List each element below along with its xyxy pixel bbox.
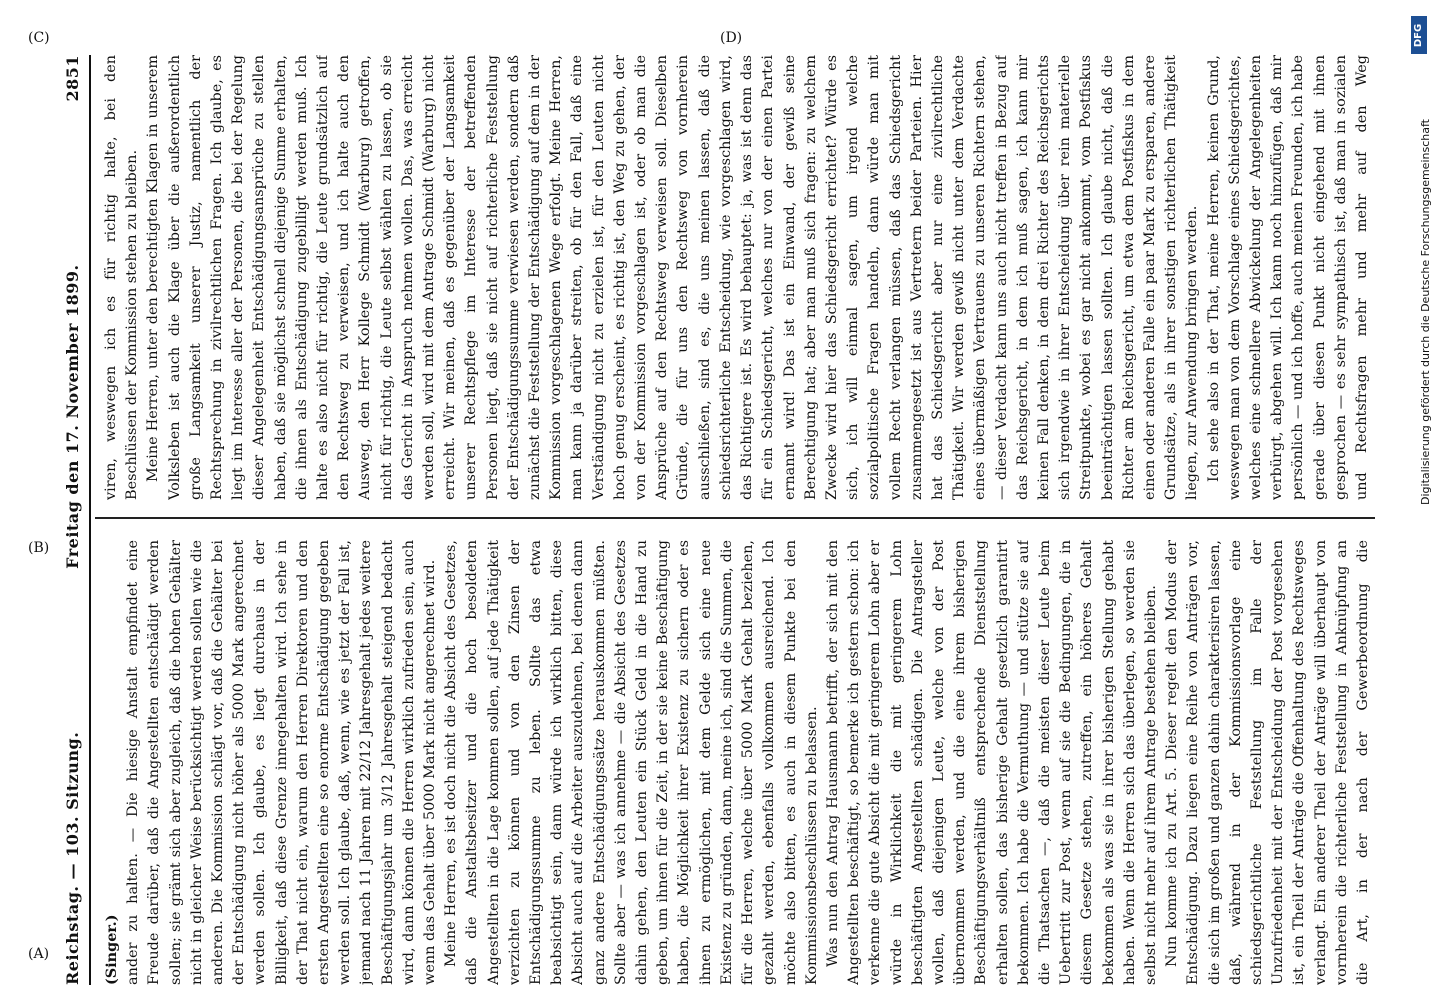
margin-letter-d: (D) — [720, 30, 743, 46]
header-left: Reichstag. — 103. Sitzung. — [62, 731, 82, 985]
left-column — [101, 540, 1371, 985]
dfg-notice — [1408, 12, 1432, 987]
paragraph: Was nun den Antrag Hausmann betrifft, der sich mit den Angestellten beschäftigt, so bemerke ich gestern schon: ich verkenne die gute Absicht die mit geringerem Lohn aber er würde in Wirklichkeit die mit geringerem Lohn beschäftigten Angestellten schädigen. Die Antragsteller wollen, daß diejenigen Leute, welche von der Post übernommen werden, und die eine ihrem bisherigen Beschäftigungsverhältniß entsprechende Dienststellung erhalten sollen, das bisherige Gehalt gesetzlich garantirt bekommen. Ich habe die Vermuthung — und stütze sie auf die Thatsachen —, daß die meisten dieser Leute beim Uebertritt zur Post, wenn auf sie die Bedingungen, die in diesem Gesetze stehen, zutreffen, ein höheres Gehalt bekommen als was sie in ihrer bisherigen Stellung gehabt haben. Wenn die Herren sich das überlegen, so werden sie selbst nicht mehr auf ihrem Antrage bestehen bleiben. — [824, 540, 1159, 985]
column-divider — [95, 517, 1375, 519]
paragraph: Meine Herren, unter den berechtigten Klagen in unserem Volksleben ist auch die Klage über die außerordentlich große Langsamkeit unserer Justiz, namentlich der Rechtsprechung in zivilrechtlichen Fragen. Ich glaube, es liegt im Interesse aller der Personen, die bei der Regelung dieser Angelegenheit Entschädigungsansprüche zu stellen haben, daß sie möglichst schnell diejenige Summe erhalten, die ihnen als Entschädigung zugebilligt werden muß. Ich halte es also nicht für richtig, die Leute grundsätzlich auf den Rechtsweg zu verweisen, und ich halte auch den Ausweg, den Herr Kollege Schmidt (Warburg) getroffen, nicht für richtig, die Leute selbst wählen zu lassen, ob sie das Gericht in Anspruch nehmen wollen. Das, was erreicht werden soll, wird mit dem Antrage Schmidt (Warburg) nicht erreicht. Wir meinen, daß es gegenüber der Langsamkeit unserer Rechtspflege im Interesse der betreffenden Personen liegt, daß sie nicht auf richterliche Feststellung der Entschädigungssumme verwiesen werden, sondern daß zunächst die Feststellung der Entschädigung auf dem in der Kommission vorgeschlagenen Wege erfolgt. Meine Herren, man kann ja darüber streiten, ob für den Fall, daß eine Verständigung nicht zu erzielen ist, für den Leuten nicht hoch genug erscheint, es richtig ist, den Weg zu gehen, der von der Kommission vorgeschlagen ist, oder ob man die Ansprüche auf den Rechtsweg verweisen soll. Dieselben Gründe, die für uns den Rechtsweg von vornherein ausschließen, sind es, die uns meinen lassen, daß die schiedsrichterliche Entscheidung, wie vorgeschlagen wird, das Richtigere ist. Es wird behauptet: ja, was ist denn das für ein Schiedsgericht, welches nur von der einen Partei ernannt wird! Das ist ein Einwand, der gewiß seine Berechtigung hat; aber man muß sich fragen: zu welchem Zwecke wird hier das Schiedsgericht errichtet? Würde es sich, ich will einmal sagen, um irgend welche sozialpolitische Fragen handeln, dann würde man mit vollem Recht verlangen müssen, daß das Schiedsgericht zusammengesetzt ist aus Vertretern beider Parteien. Hier hat das Schiedsgericht aber nur eine zivilrechtliche Thätigkeit. Wir werden gewiß nicht unter dem Verdachte eines übermäßigen Vertrauens zu unseren Richtern stehen, — dieser Verdacht kann uns auch nicht treffen in Bezug auf das Reichsgericht, in dem ich muß sagen, ich kann mir keinen Fall denken, in dem drei Richter des Reichsgerichts sich irgendwie in ihrer Entscheidung über rein materielle Streitpunkte, wobei es gar nicht ankommt, vom Postfiskus beeinträchtigen lassen sollten. Ich glaube nicht, daß die Richter am Reichsgericht, um etwa dem Postfiskus in dem einen oder anderen Falle ein paar Mark zu ersparen, andere Grundsätze, als in ihrer sonstigen richterlichen Thätigkeit liegen, zur Anwendung bringen werden. — [145, 55, 1201, 500]
page-header — [55, 55, 91, 985]
paragraph: Ich sehe also in der That, meine Herren, keinen Grund, weswegen man von dem Vorschlage eines Schiedsgerichtes, welches eine schnellere Abwickelung der Angelegenheiten verbürgt, abgehen will. Ich kann noch hinzufügen, daß mir persönlich — und ich hoffe, auch meinen Freunden, ich habe gerade über diesen Punkt nicht eingehend mit ihnen gesprochen — es sehr sympathisch ist, daß man in sozialen und Rechtsfragen mehr und mehr auf den Weg — [1205, 55, 1370, 500]
margin-letter-c: (C) — [28, 30, 50, 46]
margin-letter-a: (A) — [28, 946, 50, 962]
dfg-logo-icon: DFG — [1411, 16, 1427, 54]
paragraph: Meine Herren, es ist doch nicht die Absicht des Gesetzes, daß die Anstaltsbesitzer und die hoch besoldeten Angestellten in die Lage kommen sollen, auf jede Thätigkeit verzichten zu können und von den Zinsen der Entschädigungssumme zu leben. Sollte das etwa beabsichtigt sein, dann würde ich wirklich bitten, diese Absicht auch auf die Arbeiter auszudehnen, bei denen dann ganz andere Entschädigungssätze herauskommen müßten. Sollte aber — was ich annehme — die Absicht des Gesetzes dahin gehen, den Leuten ein Stück Geld in die Hand zu geben, um ihnen für die Zeit, in der sie keine Beschäftigung haben, die Möglichkeit ihrer Existenz zu sichern oder es ihnen zu ermöglichen, mit dem Gelde sich eine neue Existenz zu gründen, dann, meine ich, sind die Summen, die für die Herren, welche über 5000 Mark Gehalt beziehen, gezahlt werden, ebenfalls vollkommen ausreichend. Ich möchte also bitten, es auch in diesem Punkte bei den Kommissionsbeschlüssen zu belassen. — [443, 540, 820, 985]
paragraph: viren, weswegen ich es für richtig halte, bei den Beschlüssen der Kommission stehen zu bleiben. — [103, 55, 141, 500]
header-date: Freitag den 17. November 1899. — [62, 264, 82, 569]
paragraph: Nun komme ich zu Art. 5. Dieser regelt den Modus der Entschädigung. Dazu liegen eine Reihe von Anträgen vor, die sich im großen und ganzen dahin charakterisiren lassen, daß, während in der Kommissionsvorlage eine schiedsgerichtliche Feststellung im Falle der Unzufriedenheit mit der Entscheidung der Post vorgesehen ist, ein Theil der Anträge die Offenhaltung des Rechtsweges verlangt. Ein anderer Theil der Anträge will überhaupt von vornherein die richterliche Feststellung in Anknüpfung an die Art, in der nach der Gewerbeordnung die — [1164, 540, 1371, 985]
speaker-name: (Singer.) — [103, 914, 120, 985]
right-column — [101, 55, 1371, 500]
document-page — [55, 55, 1390, 985]
margin-letter-b: (B) — [28, 540, 50, 556]
dfg-notice-text: Digitalisierung gefördert durch die Deutsche Forschungsgemeinschaft — [1419, 119, 1432, 505]
page-number: 2851 — [62, 55, 82, 102]
paragraph: ander zu halten. — Die hiesige Anstalt empfindet eine Freude darüber, daß die Angestellten entschädigt werden sollen; sie grämt sich aber zugleich, daß die hohen Gehälter nicht in gleicher Weise berücksichtigt werden sollen wie die anderen. Die Kommission schlägt vor, daß die Gehälter bei der Entschädigung nicht höher als 5000 Mark angerechnet werden sollen. Ich glaube, es liegt durchaus in der Billigkeit, daß diese Grenze innegehalten wird. Ich sehe in der That nicht ein, warum den Herren Direktoren und den ersten Angestellten eine so enorme Entschädigung gegeben werden soll. Ich glaube, daß, wenn, wie es jetzt der Fall ist, jemand nach 11 Jahren mit 22/12 Jahresgehalt jedes weitere Beschäftigungsjahr um 3/12 Jahresgehalt steigend bedacht wird, dann können die Herren wirklich zufrieden sein, auch wenn das Gehalt über 5000 Mark nicht angerechnet wird. — [125, 540, 439, 985]
